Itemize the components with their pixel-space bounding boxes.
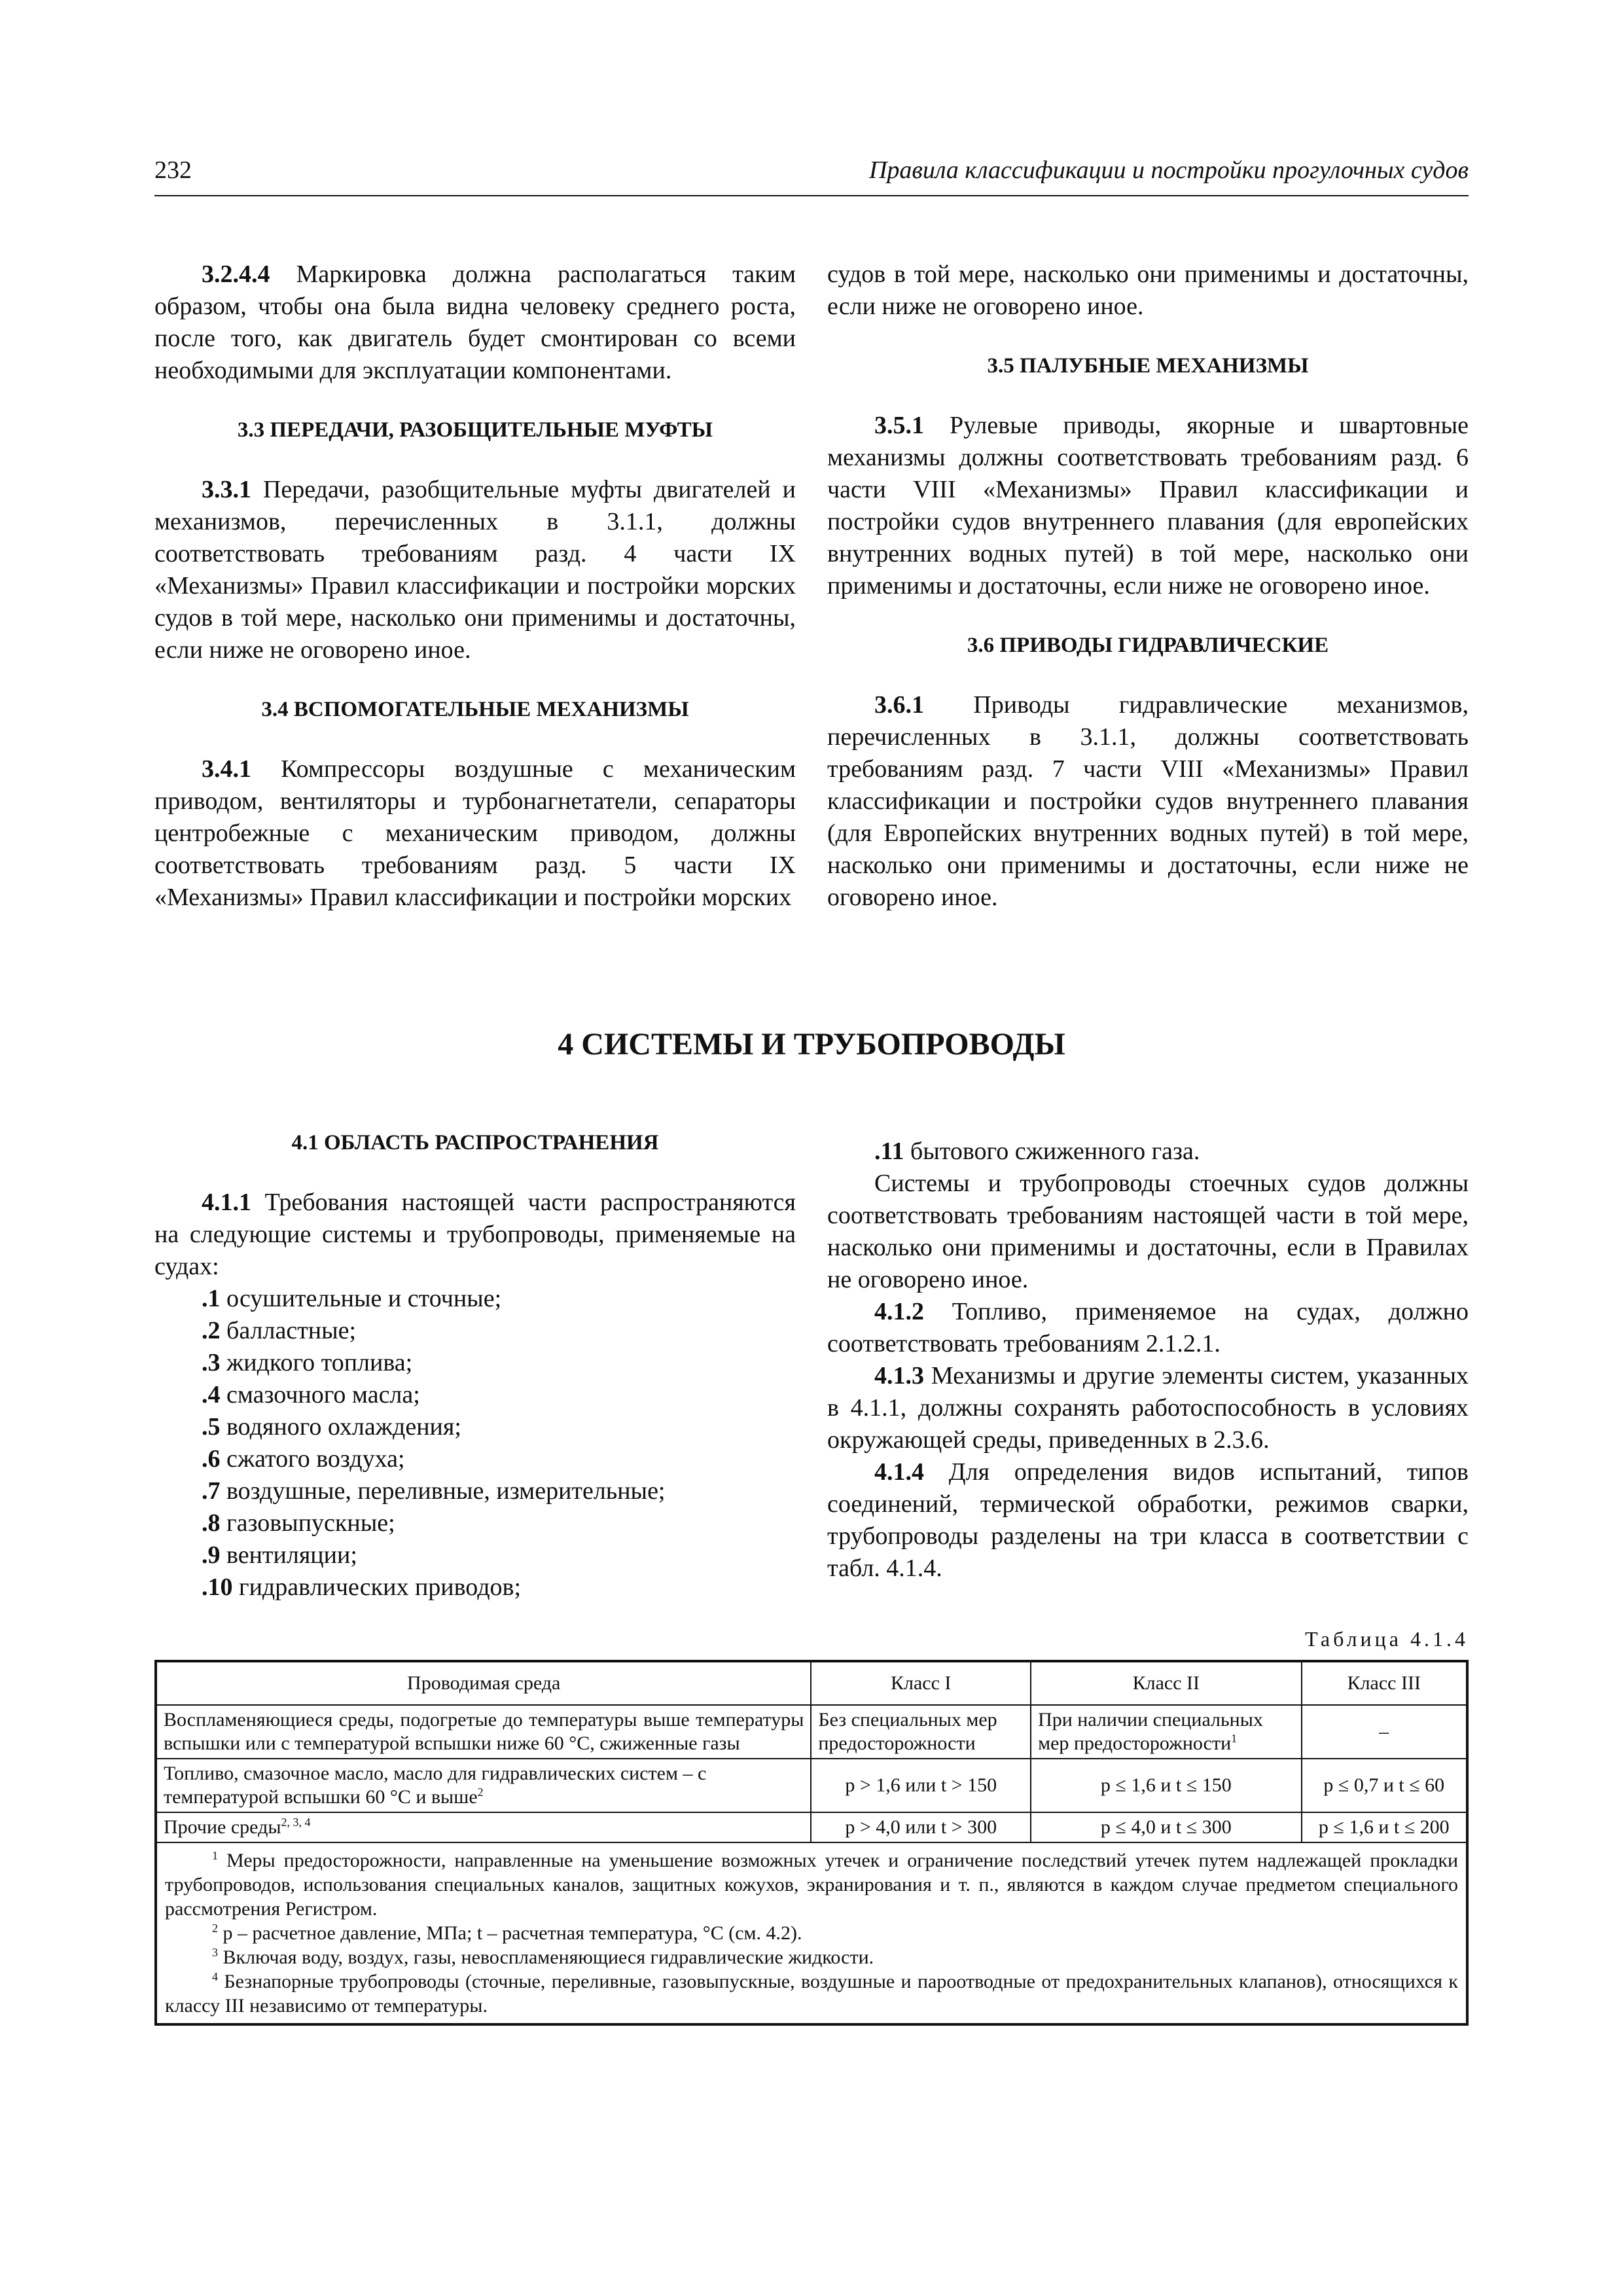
heading-4-1: 4.1 ОБЛАСТЬ РАСПРОСТРАНЕНИЯ <box>291 1131 659 1155</box>
header-rule <box>154 195 1469 196</box>
list-item: .8 газовыпускные; <box>202 1509 395 1537</box>
row1-class-1: Без специальных мер предосторожности <box>811 1705 1031 1759</box>
table-row <box>156 1705 1467 1759</box>
heading-3-5: 3.5 ПАЛУБНЫЕ МЕХАНИЗМЫ <box>987 354 1309 378</box>
row2-class-1: p > 1,6 или t > 150 <box>811 1759 1031 1812</box>
list-item: .6 сжатого воздуха; <box>202 1445 405 1473</box>
paragraph-3-4-1: 3.4.1 Компрессоры воздушные с механическим приводом, вентиляторы и турбонагнетатели, сепараторы центробежные с механическим приводом, должны соответствовать требованиям разд. 5 части IX «Механизмы» Правил классификации и постройки морских <box>154 755 796 911</box>
paragraph-4-1-2: 4.1.2 Топливо, применяемое на судах, должно соответствовать требованиям 2.1.2.1. <box>827 1298 1469 1357</box>
row2-class-3: p ≤ 0,7 и t ≤ 60 <box>1302 1759 1467 1812</box>
row3-medium: Прочие среды$^{2, 3, 4}$ <box>156 1812 811 1842</box>
table-notes-row <box>156 1842 1467 2024</box>
paragraph-sewage: Системы и трубопроводы стоечных судов должны соответствовать требованиям настоящей части в той мере, насколько они применимы и достаточны, если в Правилах не оговорено иное. <box>827 1170 1469 1293</box>
section-title: 4 СИСТЕМЫ И ТРУБОПРОВОДЫ <box>558 1027 1065 1062</box>
systems-list-left <box>154 1283 796 1604</box>
header-class-2: Класс II <box>1031 1661 1301 1705</box>
header-medium: Проводимая среда <box>156 1661 811 1705</box>
pipe-class-table <box>154 1660 1469 2026</box>
list-item: .3 жидкого топлива; <box>202 1349 413 1376</box>
row3-class-2: p ≤ 4,0 и t ≤ 300 <box>1031 1812 1301 1842</box>
paragraph-3-6-1: 3.6.1 Приводы гидравлические механизмов, перечисленных в 3.1.1, должны соответствовать требованиям разд. 7 части VIII «Механизмы» Правил классификации и постройки судов внутреннего плавания (для Европейских внутренних водных путей) в той мере, насколько они применимы и достаточны, если ниже не оговорено иное. <box>827 691 1469 911</box>
header-class-1: Класс I <box>811 1661 1031 1705</box>
right-column-bottom <box>827 1136 1469 1585</box>
systems-list-right <box>827 1136 1469 1168</box>
list-item: .2 балластные; <box>202 1317 357 1344</box>
list-item: .7 воздушные, переливные, измерительные; <box>202 1477 666 1505</box>
list-item: .9 вентиляции; <box>202 1541 357 1569</box>
row1-medium: Воспламеняющиеся среды, подогретые до температуры выше температуры вспышки или с температурой вспышки ниже 60 °С, сжиженные газы <box>156 1705 811 1759</box>
paragraph-3-5-1: 3.5.1 Рулевые приводы, якорные и швартовные механизмы должны соответствовать требованиям разд. 6 части VIII «Механизмы» Правил классификации и постройки судов внутреннего плавания (для европейских внутренних водных путей) в той мере, насколько они применимы и достаточны, если ниже не оговорено иное. <box>827 412 1469 600</box>
left-column-top <box>154 259 796 914</box>
running-title: Правила классификации и постройки прогулочных судов <box>868 156 1469 184</box>
paragraph-4-1-4: 4.1.4 Для определения видов испытаний, типов соединений, термической обработки, режимов сварки, трубопроводы разделены на три класса в соответствии с табл. 4.1.4. <box>827 1458 1469 1582</box>
footnote-4: $^4$ Безнапорные трубопроводы (сточные, переливные, газовыпускные, воздушные и пароотводные от предохранительных клапанов), относящихся к классу III независимо от температуры. <box>165 1970 1458 2017</box>
paragraph-4-1-1: 4.1.1 Требования настоящей части распространяются на следующие системы и трубопроводы, применяемые на судах: <box>154 1189 796 1280</box>
paragraph-4-1-3: 4.1.3 Механизмы и другие элементы систем, указанных в 4.1.1, должны сохранять работоспособность в условиях окружающей среды, приведенных в 2.3.6. <box>827 1362 1469 1454</box>
left-column-bottom <box>154 1127 796 1604</box>
right-column-top <box>827 259 1469 914</box>
page-number: 232 <box>154 156 192 184</box>
table-notes <box>156 1842 1467 2024</box>
footnote-3: $^3$ Включая воду, воздух, газы, невоспламеняющиеся гидравлические жидкости. <box>212 1946 874 1968</box>
row3-class-1: p > 4,0 или t > 300 <box>811 1812 1031 1842</box>
footnote-1: $^1$ Меры предосторожности, направленные на уменьшение возможных утечек и ограничение последствий утечек путем надлежащей прокладки трубопроводов, использования специальных каналов, защитных кожухов, экранирования и т. п., являются в каждом случае предметом специального рассмотрения Регистром. <box>165 1849 1458 1920</box>
row1-class-2: При наличии специальных мер предосторожности$^1$ <box>1031 1705 1301 1759</box>
table-row <box>156 1759 1467 1812</box>
paragraph-3-3-1: 3.3.1 Передачи, разобщительные муфты двигателей и механизмов, перечисленных в 3.1.1, должны соответствовать требованиям разд. 4 части IX «Механизмы» Правил классификации и постройки морских судов в той мере, насколько они применимы и достаточны, если ниже не оговорено иное. <box>154 476 796 664</box>
heading-3-4: 3.4 ВСПОМОГАТЕЛЬНЫЕ МЕХАНИЗМЫ <box>261 698 689 721</box>
row2-class-2: p ≤ 1,6 и t ≤ 150 <box>1031 1759 1301 1812</box>
list-item: .10 гидравлических приводов; <box>202 1573 522 1601</box>
list-item: .1 осушительные и сточные; <box>202 1285 502 1312</box>
paragraph-continued: судов в той мере, насколько они применимы и достаточны, если ниже не оговорено иное. <box>827 260 1469 320</box>
row3-class-3: p ≤ 1,6 и t ≤ 200 <box>1302 1812 1467 1842</box>
list-item: .4 смазочного масла; <box>202 1381 420 1408</box>
table-caption: Таблица 4.1.4 <box>1305 1627 1469 1651</box>
heading-3-3: 3.3 ПЕРЕДАЧИ, РАЗОБЩИТЕЛЬНЫЕ МУФТЫ <box>237 418 713 442</box>
heading-3-6: 3.6 ПРИВОДЫ ГИДРАВЛИЧЕСКИЕ <box>967 634 1329 657</box>
table-row <box>156 1812 1467 1842</box>
footnote-2: $^2$ p – расчетное давление, МПа; t – расчетная температура, °С (см. 4.2). <box>212 1922 802 1944</box>
row1-class-3: – <box>1302 1705 1467 1759</box>
paragraph-3-2-4-4: 3.2.4.4 Маркировка должна располагаться таким образом, чтобы она была видна человеку среднего роста, после того, как двигатель будет смонтирован со всеми необходимыми для эксплуатации компонентами. <box>154 260 796 384</box>
list-item: .5 водяного охлаждения; <box>202 1413 461 1441</box>
table-header-row <box>156 1661 1467 1705</box>
row2-medium: Топливо, смазочное масло, масло для гидравлических систем – с температурой вспышки 60 °С и выше$^2$ <box>156 1759 811 1812</box>
list-item: .11 бытового сжиженного газа. <box>874 1138 1200 1165</box>
header-class-3: Класс III <box>1302 1661 1467 1705</box>
